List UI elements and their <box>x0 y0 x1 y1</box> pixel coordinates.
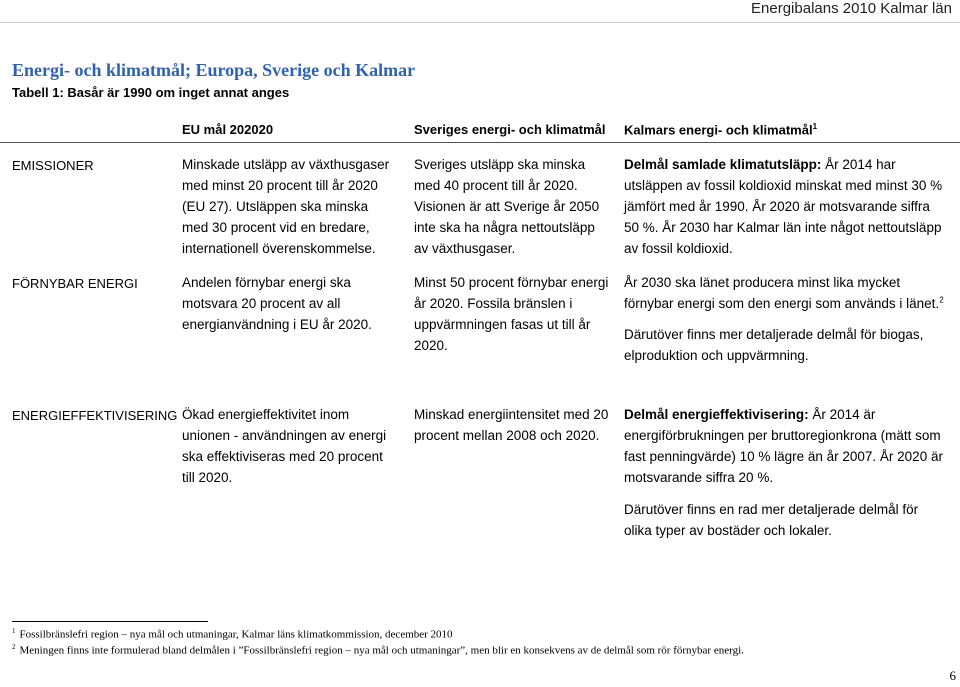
cell-text-extra: Därutöver finns en rad mer detaljerade delmål för olika typer av bostäder och lokaler. <box>624 502 919 538</box>
goal-heading: Delmål samlade klimatutsläpp: <box>624 157 822 172</box>
row-label-emissioner: EMISSIONER <box>12 158 94 173</box>
goal-text: År 2014 har utsläppen av fossil koldioxid minskat med minst 30 % jämfört med år 1990. År 2020 är motsvarande siffra 50 %. År 2030 har Kalmar län inte något nettoutsläpp av fossil koldioxid. <box>624 157 943 256</box>
cell-text <box>624 272 944 314</box>
table-caption: Tabell 1: Basår är 1990 om inget annat anges <box>12 85 290 100</box>
column-header-sweden <box>414 122 605 137</box>
goal-text: År 2030 ska länet producera minst lika mycket förnybar energi som den energi som används i länet. <box>624 275 940 311</box>
cell-fornybar-kalmar <box>624 272 944 366</box>
cell-energieffektivisering-kalmar <box>624 404 944 541</box>
cell-text <box>624 404 944 488</box>
row-label-energieffektivisering: ENERGIEFFEKTIVISERING <box>12 408 178 423</box>
cell-text: Minskade utsläpp av växthusgaser med minst 20 procent till år 2020 (EU 27). Utsläppen ska minska med 30 procent vid en bredare, internationell överenskommelse. <box>182 157 390 256</box>
header-rule <box>0 22 960 23</box>
page-title: Energi- och klimatmål; Europa, Sverige och Kalmar <box>12 60 416 80</box>
cell-emissioner-eu <box>182 154 397 259</box>
goal-heading: Delmål energieffektivisering: <box>624 407 809 422</box>
column-header-kalmar-label: Kalmars energi- och klimatmål <box>624 122 813 138</box>
footnote-number: 2 <box>12 643 16 651</box>
running-header: Energibalans 2010 Kalmar län <box>751 0 952 17</box>
cell-emissioner-kalmar <box>624 154 944 259</box>
footnote-ref-1: 1 <box>812 122 818 131</box>
footnote-text: Meningen finns inte formulerad bland delmålen i ”Fossilbränslefri region – nya mål och utmaningar”, men blir en konsekvens av de delmål som rör förnybar energi. <box>19 644 744 657</box>
cell-text: Ökad energieffektivitet inom unionen - användningen av energi ska effektiviseras med 20 procent till 2020. <box>182 407 387 485</box>
column-header-kalmar <box>624 122 817 137</box>
cell-emissioner-sweden <box>414 154 610 259</box>
column-header-eu-label: EU mål 202020 <box>182 122 274 137</box>
cell-text: Sveriges utsläpp ska minska med 40 procent till år 2020. Visionen är att Sverige år 2050 inte ska ha några nettoutsläpp av växthusgaser. <box>414 157 600 256</box>
footnote-ref-2: 2 <box>939 295 944 305</box>
row-label-fornybar-energi: FÖRNYBAR ENERGI <box>12 276 138 291</box>
cell-text: Minskad energiintensitet med 20 procent mellan 2008 och 2020. <box>414 407 609 443</box>
footnote-2 <box>12 643 744 657</box>
goal-text: År 2014 är energiförbrukningen per bruttoregionkrona (mätt som fast penningvärde) 10 % lägre än år 2007. År 2020 är motsvarande siffra 20 %. <box>624 407 943 485</box>
cell-text-extra: Därutöver finns mer detaljerade delmål för biogas, elproduktion och uppvärmning. <box>624 327 924 363</box>
table-header-rule <box>0 142 960 143</box>
cell-fornybar-sweden <box>414 272 610 356</box>
cell-energieffektivisering-sweden <box>414 404 610 446</box>
footnote-1 <box>12 627 453 641</box>
cell-text <box>624 154 944 259</box>
column-header-sweden-label: Sveriges energi- och klimatmål <box>414 122 606 137</box>
column-header-eu <box>182 122 273 137</box>
cell-text: Andelen förnybar energi ska motsvara 20 procent av all energianvändning i EU år 2020. <box>182 275 372 332</box>
cell-fornybar-eu <box>182 272 397 335</box>
cell-text: Minst 50 procent förnybar energi år 2020. Fossila bränslen i uppvärmningen fasas ut till år 2020. <box>414 275 609 353</box>
footnote-number: 1 <box>12 627 16 635</box>
footnote-rule <box>12 621 208 622</box>
footnote-text: Fossilbränslefri region – nya mål och utmaningar, Kalmar läns klimatkommission, december 2010 <box>19 628 453 641</box>
cell-energieffektivisering-eu <box>182 404 397 488</box>
page-number: 6 <box>949 668 956 683</box>
